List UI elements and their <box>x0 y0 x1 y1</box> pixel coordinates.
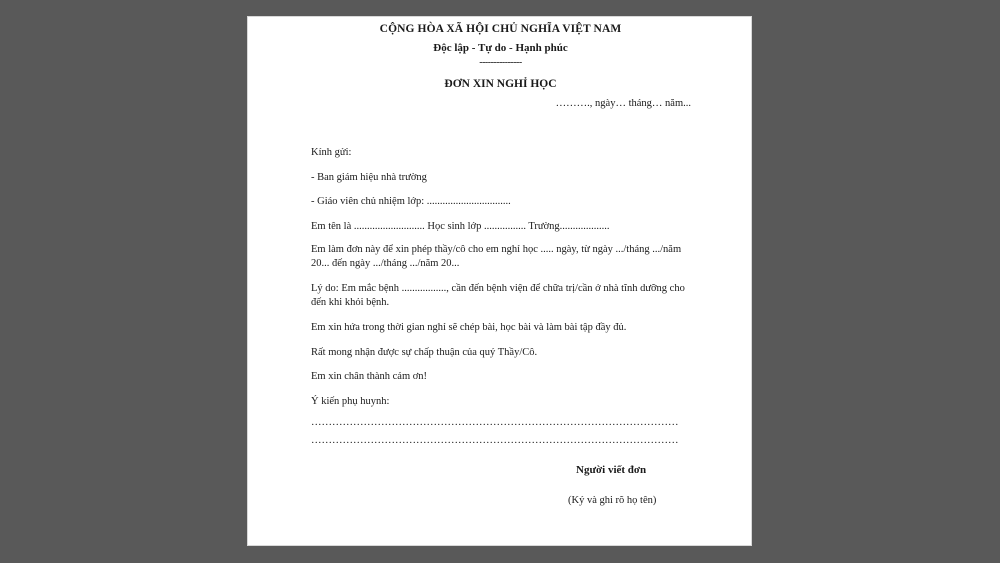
student-info-line: Em tên là ........................... Học sinh lớp ................ Trường................... <box>311 221 610 232</box>
national-motto: Độc lập - Tự do - Hạnh phúc <box>433 42 568 54</box>
document-content <box>248 17 752 546</box>
parent-opinion-blank-2: …………………………………………………………………………………………… <box>311 435 679 446</box>
date-line: ………., ngày… tháng… năm... <box>555 98 691 109</box>
recipient-school-board: - Ban giám hiệu nhà trường <box>311 172 427 183</box>
leave-request-paragraph: Em làm đơn này để xin phép thầy/cô cho em nghỉ học ..... ngày, từ ngày .../tháng .../năm 20... đến ngày .../tháng .../năm 20... <box>311 244 682 269</box>
signature-title: Người viết đơn <box>576 464 647 476</box>
national-name: CỘNG HÒA XÃ HỘI CHỦ NGHĨA VIỆT NAM <box>379 23 622 35</box>
header-separator: --------------- <box>479 57 522 68</box>
thank-you-line: Em xin chân thành cảm ơn! <box>311 371 428 382</box>
reason-paragraph: Lý do: Em mắc bệnh ................., cần đến bệnh viện để chữa trị/cần ở nhà tĩnh dưỡng cho đến khi khỏi bệnh. <box>311 283 685 308</box>
parent-opinion-label: Ý kiến phụ huynh: <box>311 396 390 407</box>
document-page <box>247 16 752 546</box>
document-title: ĐƠN XIN NGHỈ HỌC <box>444 78 557 90</box>
signature-note: (Ký và ghi rõ họ tên) <box>568 495 657 506</box>
parent-opinion-blank-1: …………………………………………………………………………………………… <box>311 417 679 428</box>
recipient-homeroom-teacher: - Giáo viên chủ nhiệm lớp: ................................ <box>311 196 511 207</box>
promise-line: Em xin hứa trong thời gian nghỉ sẽ chép bài, học bài và làm bài tập đầy đủ. <box>311 322 627 333</box>
approval-request-line: Rất mong nhận được sự chấp thuận của quý Thầy/Cô. <box>311 347 538 358</box>
salutation: Kính gửi: <box>311 147 352 158</box>
